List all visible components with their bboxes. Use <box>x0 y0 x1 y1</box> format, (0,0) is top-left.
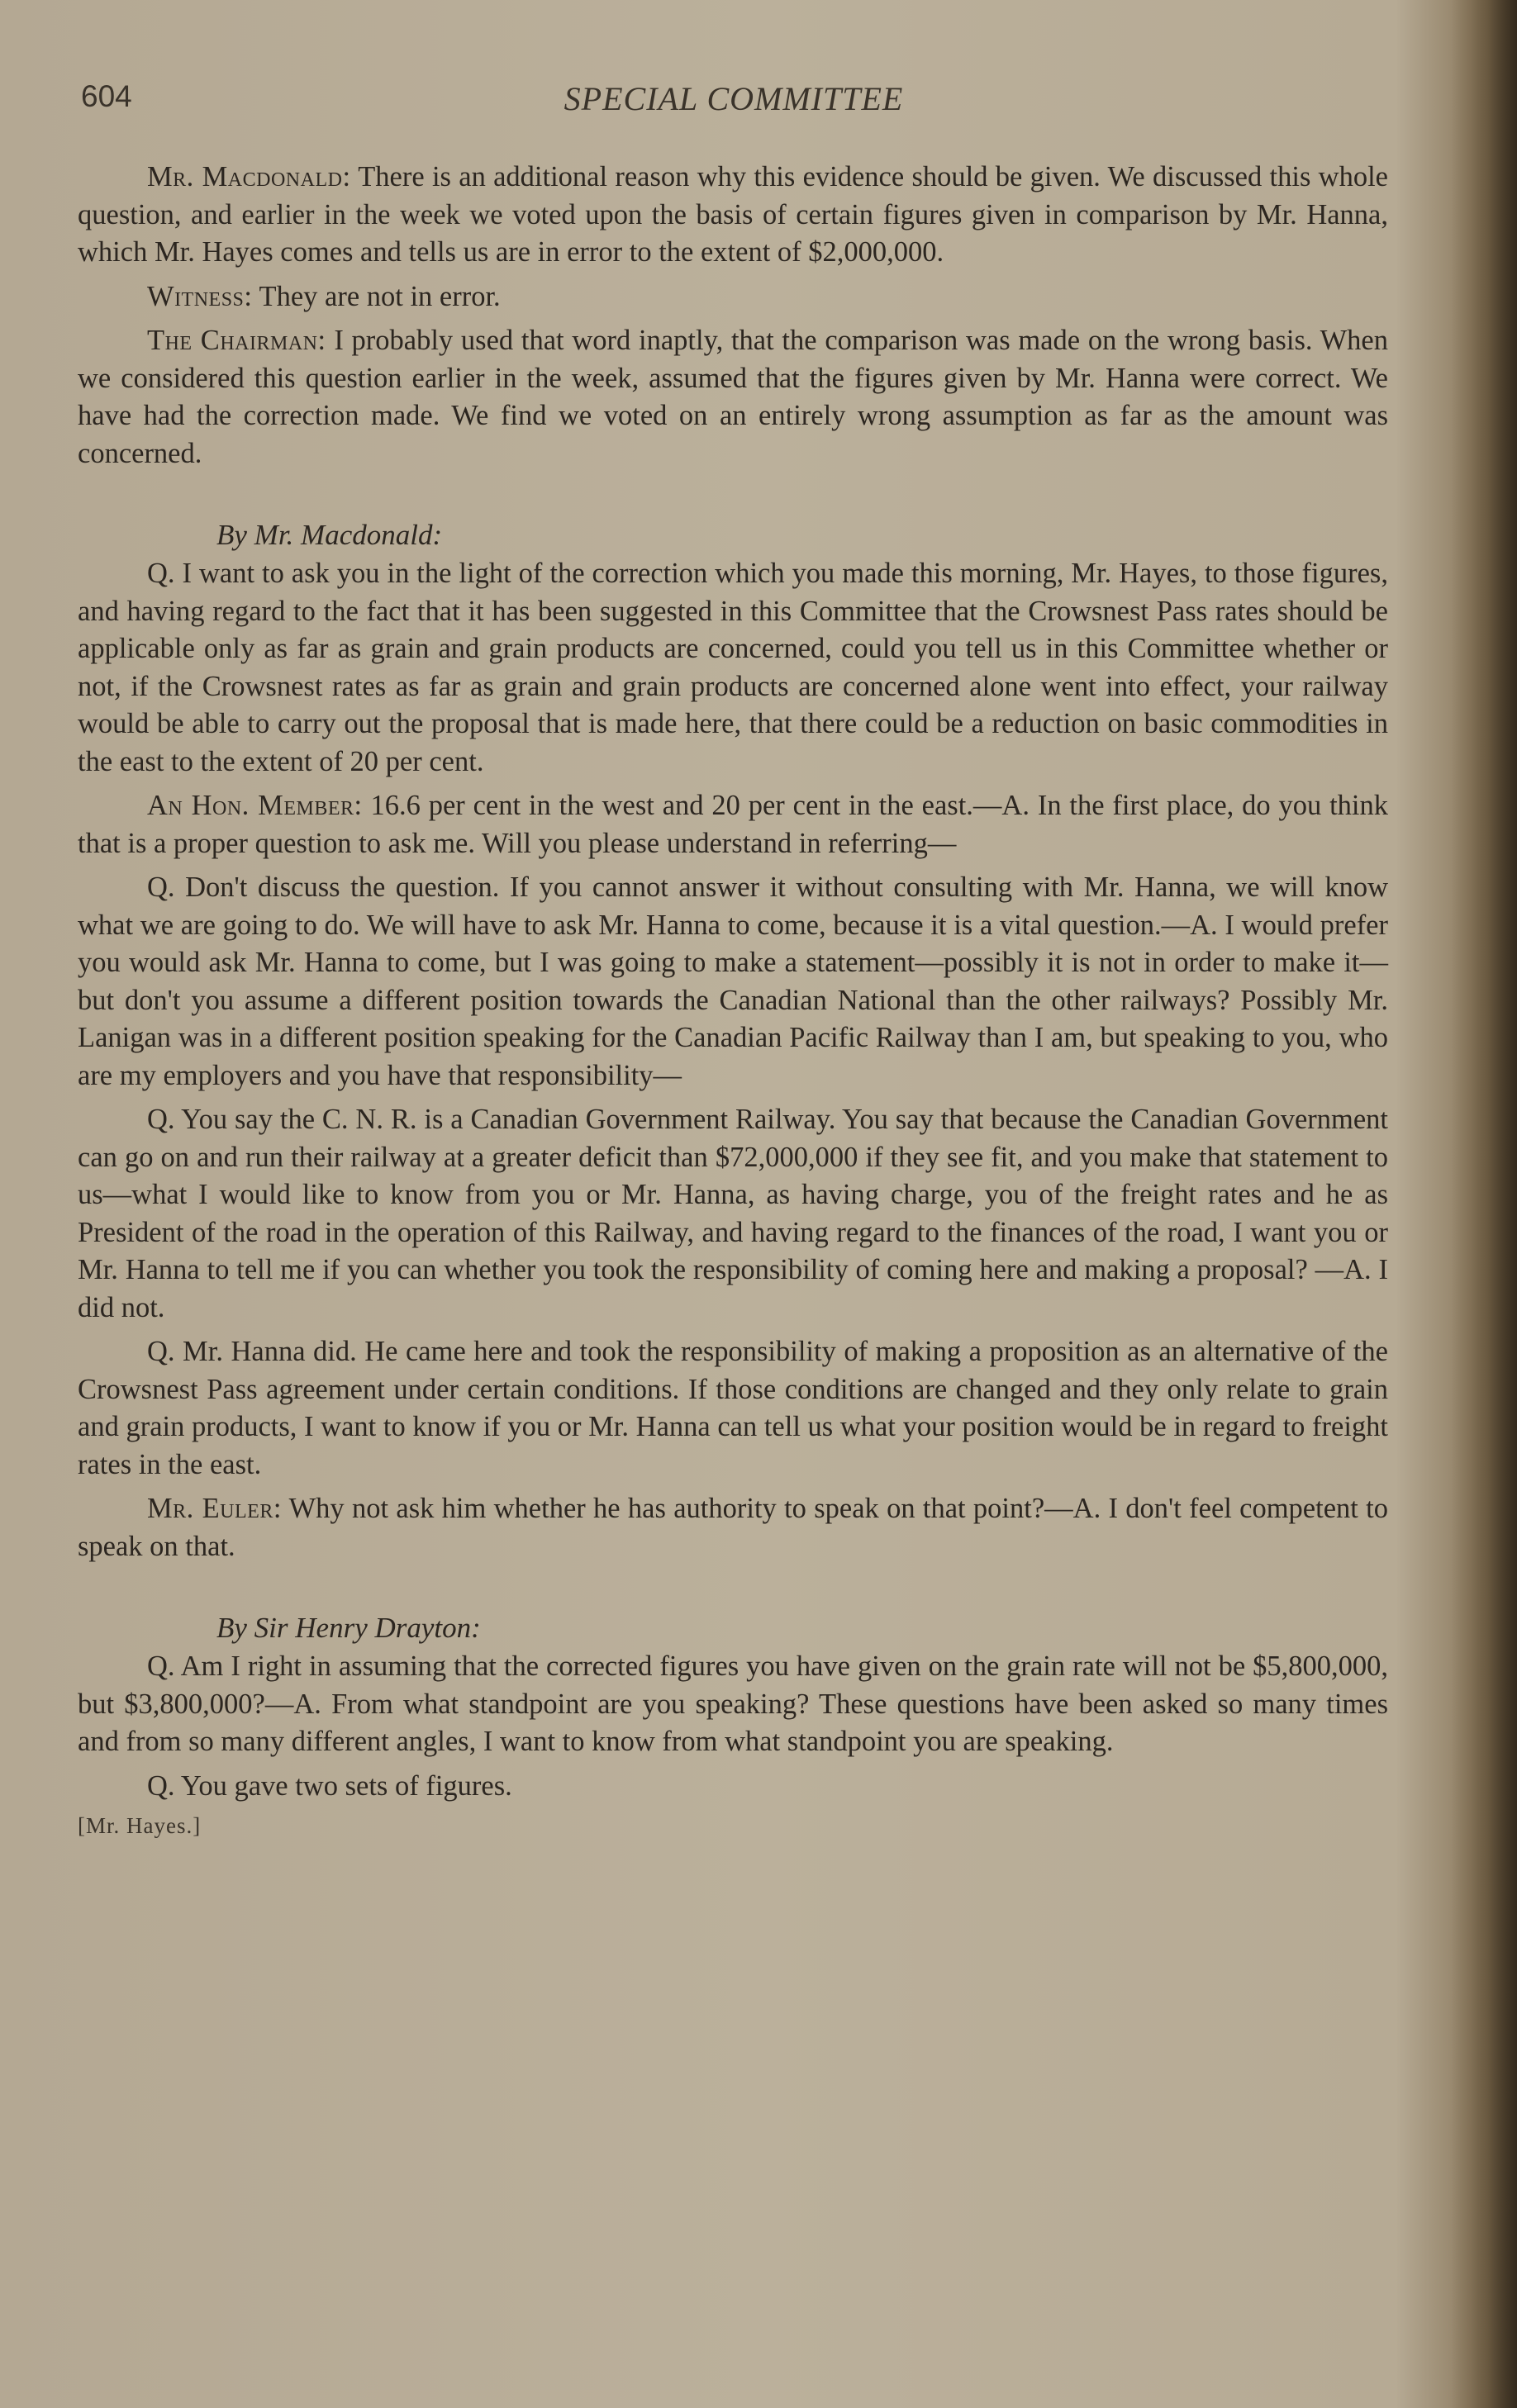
paragraph <box>78 869 1388 1095</box>
speaker-label: Mr. Euler: <box>147 1493 282 1524</box>
paragraph-text: 16.6 per cent in the west and 20 per cent in the east.—A. In the first place, do you think that is a proper question to ask me. Will you please understand in referring— <box>78 790 1389 859</box>
paragraph <box>78 278 1388 316</box>
paragraph-text: Q. Am I right in assuming that the corrected figures you have given on the grain rate will not be $5,800,000, but $3,800,000?—A. From what standpoint are you speaking? These questions have been asked so many times and from so many different angles, I want to know from what standpoint you are speaking. <box>78 1650 1388 1757</box>
speaker-label: An Hon. Member: <box>147 790 363 821</box>
paragraph <box>78 322 1388 473</box>
paragraph <box>78 1101 1388 1327</box>
paragraph-text: Q. You gave two sets of figures. <box>147 1769 512 1802</box>
body-text <box>78 159 1388 1839</box>
paragraph <box>78 1648 1388 1761</box>
section-heading: By Sir Henry Drayton: <box>216 1612 481 1644</box>
paragraph <box>78 787 1388 862</box>
page-binding-edge <box>1451 0 1517 2408</box>
paragraph <box>78 555 1388 781</box>
paragraph <box>78 1490 1388 1565</box>
paragraph-text: Q. Mr. Hanna did. He came here and took the responsibility of making a proposition as an alternative of the Crowsnest Pass agreement under certain conditions. If those conditions are changed and they only relate to grain and grain products, I want to know if you or Mr. Hanna can tell us what your position would be in regard to freight rates in the east. <box>78 1336 1388 1480</box>
paragraph-text: I probably used that word inaptly, that the comparison was made on the wrong basis. When we considered this question earlier in the week, assumed that the figures given by Mr. Hanna were correct. We have had the correction made. We find we voted on an entirely wrong assumption as far as the amount was concerned. <box>78 325 1388 469</box>
paragraph-text: There is an additional reason why this evidence should be given. We discussed this whole question, and earlier in the week we voted upon the basis of certain figures given in comparison by Mr. Hanna, which Mr. Hayes comes and tells us are in error to the extent of $2,000,000. <box>78 161 1388 268</box>
speaker-label: Mr. Macdonald: <box>147 161 351 192</box>
paragraph-text: They are not in error. <box>252 280 501 312</box>
footer-note: [Mr. Hayes.] <box>78 1813 202 1838</box>
paragraph <box>78 1333 1388 1484</box>
speaker-label: Witness: <box>147 280 253 312</box>
paragraph-text: Q. I want to ask you in the light of the correction which you made this morning, Mr. Hayes, to those figures, and having regard to the fact that it has been suggested in this Committee that the Crowsnest Pass rates should be applicable only as far as grain and grain products are concerned, could you tell us in this Committee whether or not, if the Crowsnest rates as far as grain and grain products are concerned alone went into effect, your railway would be able to carry out the proposal that is made here, that there could be a reduction on basic commodities in the east to the extent of 20 per cent. <box>78 558 1388 777</box>
speaker-label: The Chairman: <box>147 325 326 356</box>
running-head: SPECIAL COMMITTEE <box>564 80 904 117</box>
page-number: 604 <box>81 79 132 113</box>
section-heading: By Mr. Macdonald: <box>216 519 443 551</box>
paragraph <box>78 1768 1388 1806</box>
paragraph-text: Q. You say the C. N. R. is a Canadian Government Railway. You say that because the Canadian Government can go on and run their railway at a greater deficit than $72,000,000 if they see fit, and you make that statement to us—what I would like to know from you or Mr. Hanna, as having charge, you of the freight rates and he as President of the road in the operation of this Railway, and having regard to the finances of the road, I want you or Mr. Hanna to tell me if you can whether you took the responsibility of coming here and making a proposal? —A. I did not. <box>78 1104 1388 1323</box>
paragraph-text: Q. Don't discuss the question. If you cannot answer it without consulting with Mr. Hanna, we will know what we are going to do. We will have to ask Mr. Hanna to come, because it is a vital question.—A. I would prefer you would ask Mr. Hanna to come, but I was going to make a statement—possibly it is not in order to make it—but don't you assume a different position towards the Canadian National than the other railways? Possibly Mr. Lanigan was in a different position speaking for the Canadian Pacific Railway than I am, but speaking to you, who are my employers and you have that responsibility— <box>78 872 1388 1091</box>
page-header <box>81 79 1386 129</box>
paragraph <box>78 159 1388 272</box>
paragraph-text: Why not ask him whether he has authority to speak on that point?—A. I don't feel competent to speak on that. <box>78 1493 1388 1562</box>
